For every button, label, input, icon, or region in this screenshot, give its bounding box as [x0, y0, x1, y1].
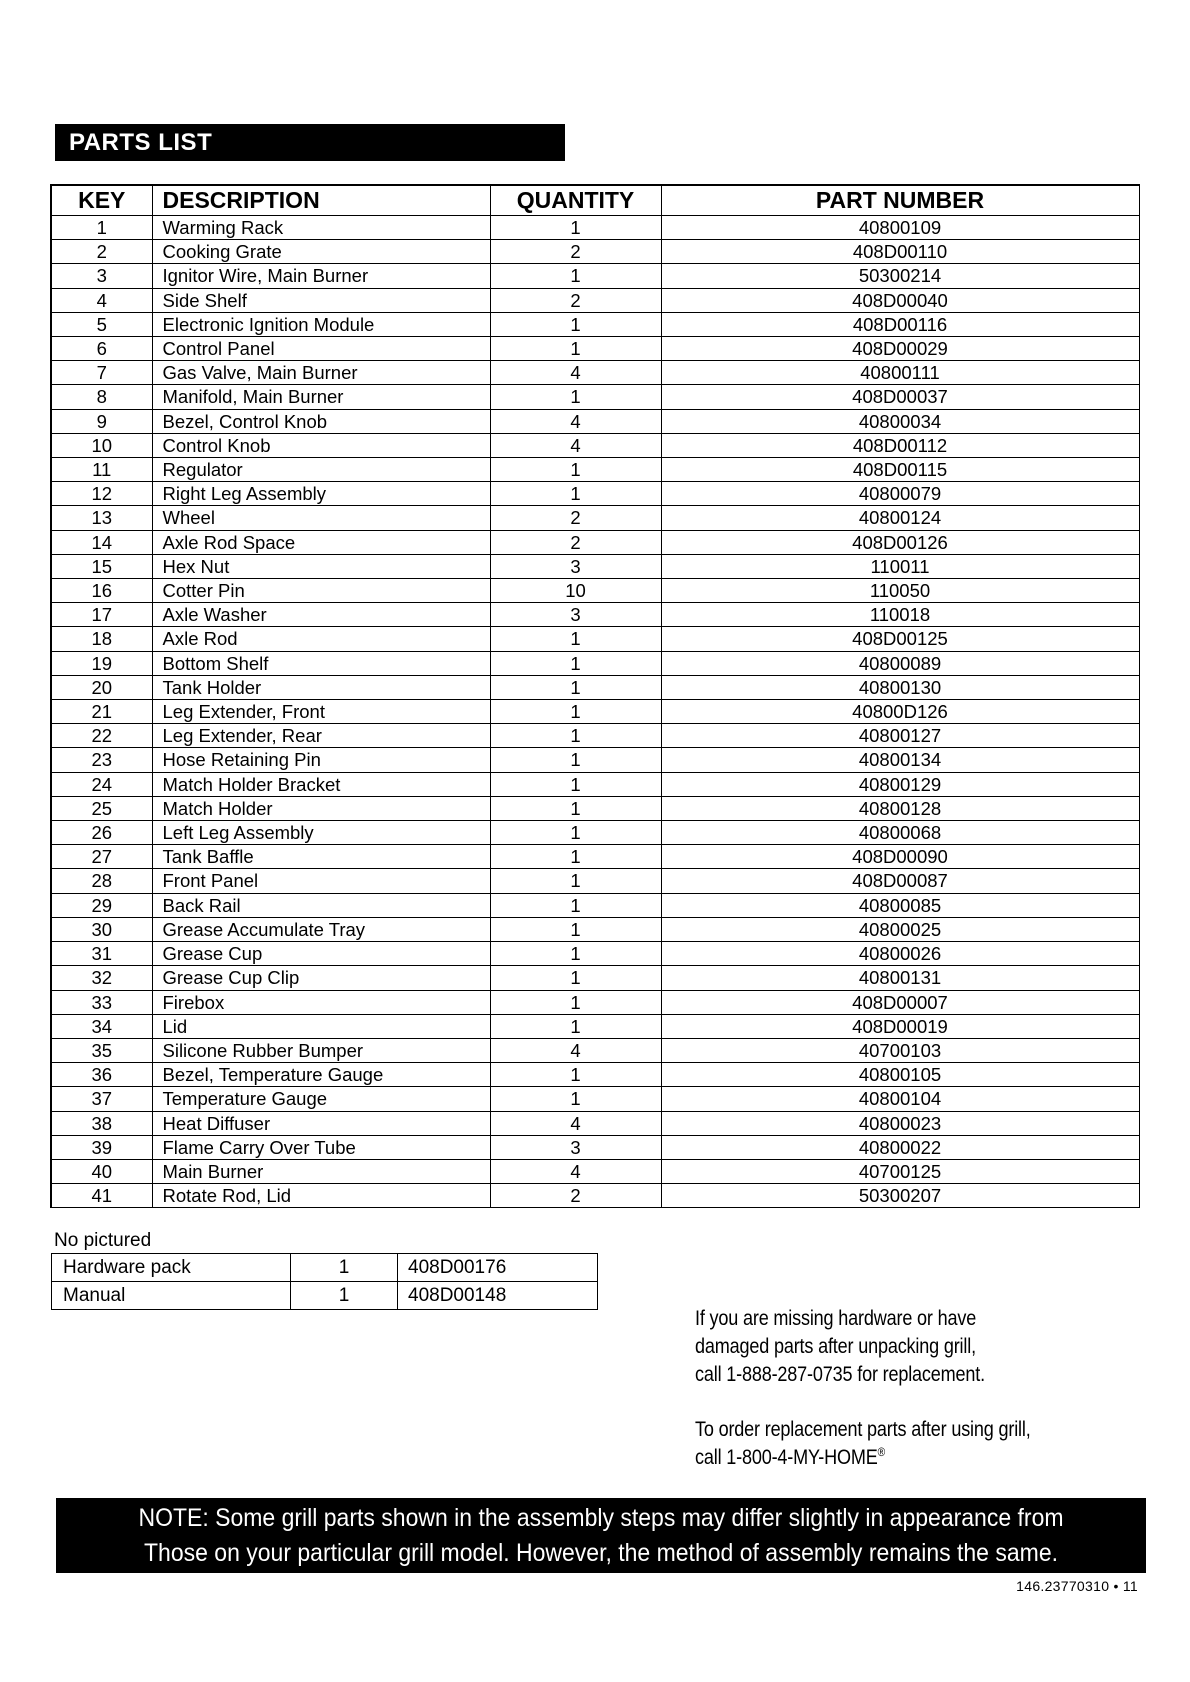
quantity-cell: 1 — [490, 675, 661, 699]
part-number-cell: 110050 — [661, 579, 1139, 603]
table-row — [51, 893, 1139, 917]
key-cell: 13 — [51, 506, 152, 530]
description-cell: Ignitor Wire, Main Burner — [152, 264, 490, 288]
quantity-cell: 2 — [490, 288, 661, 312]
description-cell: Flame Carry Over Tube — [152, 1135, 490, 1159]
part-number-cell: 40800089 — [661, 651, 1139, 675]
table-row — [51, 482, 1139, 506]
key-cell: 36 — [51, 1063, 152, 1087]
table-row — [51, 264, 1139, 288]
description-cell: Grease Accumulate Tray — [152, 917, 490, 941]
parts-list-title: PARTS LIST — [55, 124, 565, 161]
replacement-parts-paragraph — [695, 1416, 1073, 1472]
part-number-cell: 110018 — [661, 603, 1139, 627]
description-cell: Rotate Rod, Lid — [152, 1184, 490, 1208]
quantity-cell: 1 — [490, 966, 661, 990]
quantity-cell: 1 — [490, 337, 661, 361]
table-row — [52, 1254, 598, 1282]
quantity-cell: 1 — [490, 627, 661, 651]
part-number-cell: 408D00037 — [661, 385, 1139, 409]
trademark-symbol: ® — [877, 1445, 886, 1459]
part-number-cell: 40700125 — [661, 1159, 1139, 1183]
quantity-cell: 1 — [490, 724, 661, 748]
description-cell: Hose Retaining Pin — [152, 748, 490, 772]
table-row — [51, 772, 1139, 796]
quantity-cell: 1 — [490, 869, 661, 893]
part-number-cell: 40800105 — [661, 1063, 1139, 1087]
contact-info — [695, 1305, 1073, 1499]
key-cell: 16 — [51, 579, 152, 603]
table-row — [51, 990, 1139, 1014]
part-number-cell: 40800127 — [661, 724, 1139, 748]
quantity-cell: 1 — [490, 1014, 661, 1038]
key-cell: 37 — [51, 1087, 152, 1111]
part-number-cell: 40800124 — [661, 506, 1139, 530]
table-row — [51, 796, 1139, 820]
table-row — [51, 675, 1139, 699]
part-number-cell: 40800109 — [661, 216, 1139, 240]
contact-line: damaged parts after unpacking grill, — [695, 1335, 976, 1358]
description-cell: Axle Rod — [152, 627, 490, 651]
part-number-cell: 40800129 — [661, 772, 1139, 796]
description-cell: Gas Valve, Main Burner — [152, 361, 490, 385]
header-key: KEY — [51, 185, 152, 216]
quantity-cell: 1 — [490, 651, 661, 675]
description-cell: Firebox — [152, 990, 490, 1014]
quantity-cell: 1 — [490, 312, 661, 336]
header-quantity: QUANTITY — [490, 185, 661, 216]
parts-table — [50, 184, 1140, 1208]
key-cell: 30 — [51, 917, 152, 941]
key-cell: 39 — [51, 1135, 152, 1159]
quantity-cell: 10 — [490, 579, 661, 603]
key-cell: 17 — [51, 603, 152, 627]
part-number-cell: 110011 — [661, 554, 1139, 578]
table-row — [51, 869, 1139, 893]
key-cell: 1 — [51, 216, 152, 240]
quantity-cell: 1 — [490, 845, 661, 869]
table-row — [51, 458, 1139, 482]
description-cell: Tank Baffle — [152, 845, 490, 869]
key-cell: 3 — [51, 264, 152, 288]
description-cell: Control Knob — [152, 433, 490, 457]
key-cell: 10 — [51, 433, 152, 457]
quantity-cell: 1 — [490, 458, 661, 482]
table-row — [51, 1184, 1139, 1208]
part-number-cell: 50300207 — [661, 1184, 1139, 1208]
part-number-cell: 40800022 — [661, 1135, 1139, 1159]
description-cell: Leg Extender, Front — [152, 700, 490, 724]
quantity-cell: 1 — [490, 942, 661, 966]
key-cell: 18 — [51, 627, 152, 651]
quantity-cell: 2 — [490, 530, 661, 554]
description-cell: Bezel, Control Knob — [152, 409, 490, 433]
quantity-cell: 1 — [291, 1254, 398, 1282]
table-row — [51, 651, 1139, 675]
key-cell: 14 — [51, 530, 152, 554]
quantity-cell: 3 — [490, 603, 661, 627]
table-row — [51, 1014, 1139, 1038]
description-cell: Bottom Shelf — [152, 651, 490, 675]
quantity-cell: 4 — [490, 433, 661, 457]
quantity-cell: 1 — [490, 385, 661, 409]
table-row — [51, 821, 1139, 845]
key-cell: 9 — [51, 409, 152, 433]
key-cell: 15 — [51, 554, 152, 578]
description-cell: Back Rail — [152, 893, 490, 917]
description-cell: Side Shelf — [152, 288, 490, 312]
header-description: DESCRIPTION — [152, 185, 490, 216]
quantity-cell: 1 — [490, 796, 661, 820]
description-cell: Regulator — [152, 458, 490, 482]
description-cell: Warming Rack — [152, 216, 490, 240]
description-cell: Right Leg Assembly — [152, 482, 490, 506]
description-cell: Leg Extender, Rear — [152, 724, 490, 748]
table-row — [51, 1135, 1139, 1159]
not-pictured-label: No pictured — [54, 1230, 152, 1251]
quantity-cell: 4 — [490, 361, 661, 385]
description-cell: Axle Rod Space — [152, 530, 490, 554]
part-number-cell: 408D00125 — [661, 627, 1139, 651]
quantity-cell: 1 — [490, 216, 661, 240]
key-cell: 38 — [51, 1111, 152, 1135]
key-cell: 8 — [51, 385, 152, 409]
contact-line: To order replacement parts after using grill, — [695, 1418, 1031, 1441]
quantity-cell: 1 — [291, 1282, 398, 1310]
table-row — [51, 917, 1139, 941]
key-cell: 28 — [51, 869, 152, 893]
table-row — [51, 312, 1139, 336]
table-row — [51, 433, 1139, 457]
description-cell: Wheel — [152, 506, 490, 530]
part-number-cell: 408D00115 — [661, 458, 1139, 482]
table-row — [51, 700, 1139, 724]
key-cell: 5 — [51, 312, 152, 336]
note-line-1: NOTE: Some grill parts shown in the assembly steps may differ slightly in appearance from — [138, 1504, 1064, 1532]
description-cell: Hardware pack — [52, 1254, 291, 1282]
table-row — [51, 1111, 1139, 1135]
quantity-cell: 2 — [490, 1184, 661, 1208]
contact-line: call 1-800-4-MY-HOME — [695, 1446, 878, 1469]
part-number-cell: 50300214 — [661, 264, 1139, 288]
contact-line: If you are missing hardware or have — [695, 1307, 977, 1330]
part-number-cell: 408D00019 — [661, 1014, 1139, 1038]
part-number-cell: 40800134 — [661, 748, 1139, 772]
description-cell: Cotter Pin — [152, 579, 490, 603]
part-number-cell: 40700103 — [661, 1038, 1139, 1062]
key-cell: 41 — [51, 1184, 152, 1208]
table-row — [51, 530, 1139, 554]
part-number-cell: 408D00087 — [661, 869, 1139, 893]
table-row — [51, 942, 1139, 966]
key-cell: 40 — [51, 1159, 152, 1183]
description-cell: Match Holder Bracket — [152, 772, 490, 796]
key-cell: 2 — [51, 240, 152, 264]
description-cell: Match Holder — [152, 796, 490, 820]
table-row — [51, 845, 1139, 869]
part-number-cell: 40800131 — [661, 966, 1139, 990]
description-cell: Heat Diffuser — [152, 1111, 490, 1135]
part-number-cell: 408D00148 — [398, 1282, 598, 1310]
table-row — [51, 361, 1139, 385]
part-number-cell: 408D00176 — [398, 1254, 598, 1282]
note-line-2: Those on your particular grill model. However, the method of assembly remains the same. — [143, 1539, 1059, 1567]
contact-line: call 1-888-287-0735 for replacement. — [695, 1363, 985, 1386]
quantity-cell: 1 — [490, 893, 661, 917]
table-row — [51, 1038, 1139, 1062]
description-cell: Grease Cup Clip — [152, 966, 490, 990]
part-number-cell: 40800023 — [661, 1111, 1139, 1135]
table-row — [51, 385, 1139, 409]
quantity-cell: 1 — [490, 1087, 661, 1111]
key-cell: 34 — [51, 1014, 152, 1038]
part-number-cell: 408D00126 — [661, 530, 1139, 554]
description-cell: Tank Holder — [152, 675, 490, 699]
page-footer: 146.23770310 • 11 — [1016, 1578, 1138, 1594]
quantity-cell: 3 — [490, 1135, 661, 1159]
key-cell: 22 — [51, 724, 152, 748]
table-row — [51, 409, 1139, 433]
description-cell: Left Leg Assembly — [152, 821, 490, 845]
key-cell: 24 — [51, 772, 152, 796]
quantity-cell: 2 — [490, 240, 661, 264]
quantity-cell: 1 — [490, 748, 661, 772]
missing-parts-paragraph — [695, 1305, 1073, 1389]
description-cell: Electronic Ignition Module — [152, 312, 490, 336]
part-number-cell: 408D00040 — [661, 288, 1139, 312]
table-row — [51, 216, 1139, 240]
part-number-cell: 408D00007 — [661, 990, 1139, 1014]
table-row — [52, 1282, 598, 1310]
part-number-cell: 408D00112 — [661, 433, 1139, 457]
description-cell: Manual — [52, 1282, 291, 1310]
key-cell: 35 — [51, 1038, 152, 1062]
key-cell: 7 — [51, 361, 152, 385]
part-number-cell: 40800130 — [661, 675, 1139, 699]
quantity-cell: 1 — [490, 772, 661, 796]
key-cell: 21 — [51, 700, 152, 724]
quantity-cell: 1 — [490, 700, 661, 724]
description-cell: Silicone Rubber Bumper — [152, 1038, 490, 1062]
table-row — [51, 966, 1139, 990]
parts-table-body — [51, 216, 1139, 1208]
part-number-cell: 40800085 — [661, 893, 1139, 917]
description-cell: Axle Washer — [152, 603, 490, 627]
quantity-cell: 1 — [490, 990, 661, 1014]
part-number-cell: 40800128 — [661, 796, 1139, 820]
key-cell: 32 — [51, 966, 152, 990]
quantity-cell: 1 — [490, 482, 661, 506]
key-cell: 25 — [51, 796, 152, 820]
description-cell: Grease Cup — [152, 942, 490, 966]
description-cell: Bezel, Temperature Gauge — [152, 1063, 490, 1087]
key-cell: 4 — [51, 288, 152, 312]
key-cell: 33 — [51, 990, 152, 1014]
quantity-cell: 4 — [490, 1111, 661, 1135]
description-cell: Control Panel — [152, 337, 490, 361]
key-cell: 29 — [51, 893, 152, 917]
description-cell: Cooking Grate — [152, 240, 490, 264]
table-row — [51, 1159, 1139, 1183]
quantity-cell: 4 — [490, 409, 661, 433]
table-row — [51, 603, 1139, 627]
header-part-number: PART NUMBER — [661, 185, 1139, 216]
quantity-cell: 2 — [490, 506, 661, 530]
part-number-cell: 40800034 — [661, 409, 1139, 433]
assembly-note — [56, 1498, 1146, 1573]
part-number-cell: 40800068 — [661, 821, 1139, 845]
key-cell: 6 — [51, 337, 152, 361]
key-cell: 20 — [51, 675, 152, 699]
table-row — [51, 748, 1139, 772]
quantity-cell: 1 — [490, 821, 661, 845]
quantity-cell: 4 — [490, 1159, 661, 1183]
table-row — [51, 724, 1139, 748]
part-number-cell: 408D00110 — [661, 240, 1139, 264]
table-row — [51, 288, 1139, 312]
part-number-cell: 40800104 — [661, 1087, 1139, 1111]
description-cell: Main Burner — [152, 1159, 490, 1183]
description-cell: Front Panel — [152, 869, 490, 893]
quantity-cell: 1 — [490, 917, 661, 941]
part-number-cell: 40800079 — [661, 482, 1139, 506]
description-cell: Manifold, Main Burner — [152, 385, 490, 409]
part-number-cell: 40800D126 — [661, 700, 1139, 724]
table-row — [51, 506, 1139, 530]
description-cell: Hex Nut — [152, 554, 490, 578]
table-row — [51, 627, 1139, 651]
table-row — [51, 337, 1139, 361]
key-cell: 23 — [51, 748, 152, 772]
part-number-cell: 40800026 — [661, 942, 1139, 966]
parts-table-header — [51, 185, 1139, 216]
key-cell: 19 — [51, 651, 152, 675]
quantity-cell: 1 — [490, 264, 661, 288]
table-row — [51, 579, 1139, 603]
description-cell: Temperature Gauge — [152, 1087, 490, 1111]
not-pictured-table — [51, 1253, 598, 1310]
part-number-cell: 408D00090 — [661, 845, 1139, 869]
key-cell: 31 — [51, 942, 152, 966]
not-pictured-body — [52, 1254, 598, 1310]
key-cell: 12 — [51, 482, 152, 506]
part-number-cell: 408D00116 — [661, 312, 1139, 336]
part-number-cell: 408D00029 — [661, 337, 1139, 361]
key-cell: 26 — [51, 821, 152, 845]
part-number-cell: 40800111 — [661, 361, 1139, 385]
table-row — [51, 240, 1139, 264]
table-row — [51, 1063, 1139, 1087]
key-cell: 11 — [51, 458, 152, 482]
quantity-cell: 4 — [490, 1038, 661, 1062]
table-row — [51, 554, 1139, 578]
part-number-cell: 40800025 — [661, 917, 1139, 941]
description-cell: Lid — [152, 1014, 490, 1038]
quantity-cell: 1 — [490, 1063, 661, 1087]
key-cell: 27 — [51, 845, 152, 869]
table-row — [51, 1087, 1139, 1111]
quantity-cell: 3 — [490, 554, 661, 578]
